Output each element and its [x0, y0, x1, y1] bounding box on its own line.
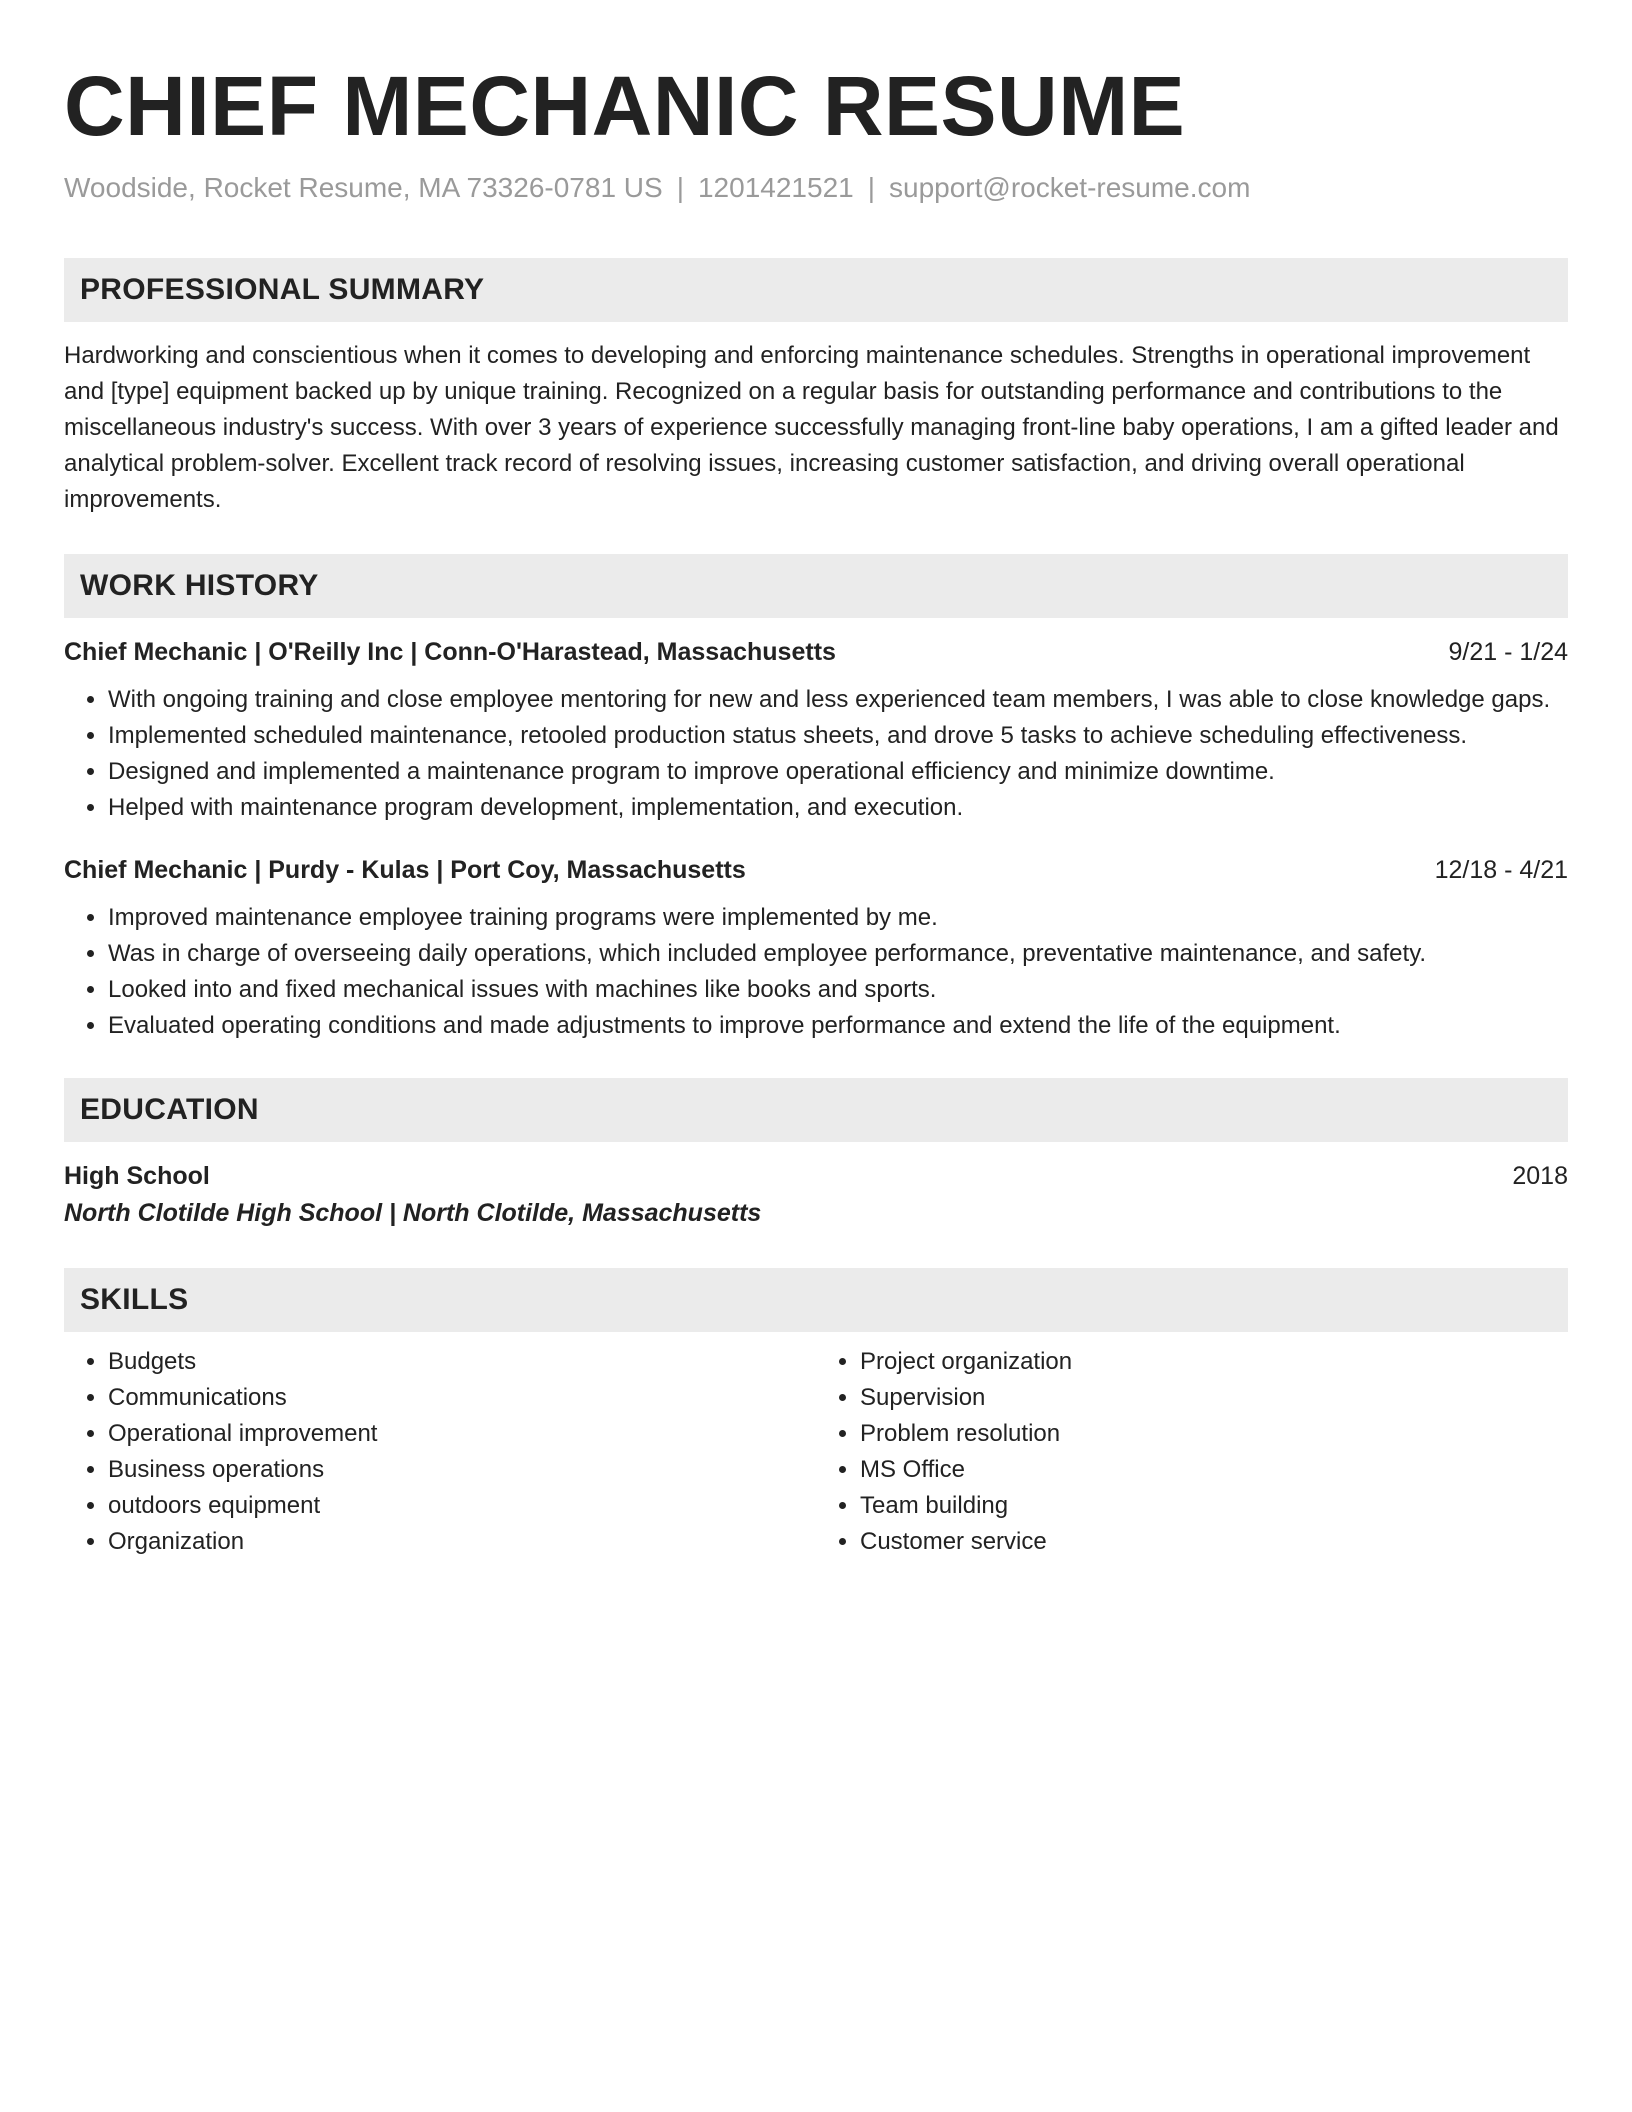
job-bullets — [64, 682, 1568, 826]
education-school: North Clotilde High School | North Clotilde, Massachusetts — [64, 1199, 762, 1227]
education-entry — [64, 1158, 1568, 1232]
contact-separator: | — [676, 172, 684, 203]
job-bullet: • Helped with maintenance program development, implementation, and execution. — [108, 790, 1568, 826]
skills-list-right — [816, 1344, 1568, 1560]
skill-item: • outdoors equipment — [108, 1488, 816, 1524]
section-header-education: EDUCATION — [64, 1078, 1568, 1142]
job-dates: 12/18 - 4/21 — [1434, 856, 1568, 884]
contact-email: support@rocket-resume.com — [889, 172, 1251, 203]
summary-text: Hardworking and conscientious when it comes to developing and enforcing maintenance schedules. Strengths in operational improvement and [type] equipment backed up by unique training. Recognized on a regular basis for outstanding performance and contributions to the miscellaneous industry's success. With over 3 years of experience successfully managing front-line baby operations, I am a gifted leader and analytical problem-solver. Excellent track record of resolving issues, increasing customer satisfaction, and driving overall operational improvements. — [64, 342, 1559, 513]
skill-item: • Supervision — [860, 1380, 1568, 1416]
job-entry — [64, 852, 1568, 1044]
job-bullet: • Evaluated operating conditions and made adjustments to improve performance and extend the life of the equipment. — [108, 1008, 1568, 1044]
skill-item: • Customer service — [860, 1524, 1568, 1560]
job-header — [64, 634, 1568, 670]
section-header-work-history: WORK HISTORY — [64, 554, 1568, 618]
skill-item: • MS Office — [860, 1452, 1568, 1488]
education-year: 2018 — [1512, 1162, 1568, 1190]
skill-item: • Budgets — [108, 1344, 816, 1380]
education-header — [64, 1158, 1568, 1194]
job-bullet: • Was in charge of overseeing daily operations, which included employee performance, preventative maintenance, and safety. — [108, 936, 1568, 972]
job-bullet: • Improved maintenance employee training programs were implemented by me. — [108, 900, 1568, 936]
job-bullet: • Looked into and fixed mechanical issues with machines like books and sports. — [108, 972, 1568, 1008]
contact-phone: 1201421521 — [697, 172, 854, 203]
job-title-line: Chief Mechanic | O'Reilly Inc | Conn-O'Harastead, Massachusetts — [64, 638, 836, 666]
contact-separator: | — [867, 172, 875, 203]
skill-item: • Organization — [108, 1524, 816, 1560]
skills-list-left — [64, 1344, 816, 1560]
contact-line — [64, 170, 1568, 206]
skill-item: • Business operations — [108, 1452, 816, 1488]
job-entry — [64, 634, 1568, 826]
job-bullet: • Designed and implemented a maintenance program to improve operational efficiency and minimize downtime. — [108, 754, 1568, 790]
skill-item: • Communications — [108, 1380, 816, 1416]
job-title-line: Chief Mechanic | Purdy - Kulas | Port Coy, Massachusetts — [64, 856, 746, 884]
job-bullet: • With ongoing training and close employee mentoring for new and less experienced team members, I was able to close knowledge gaps. — [108, 682, 1568, 718]
section-header-skills: SKILLS — [64, 1268, 1568, 1332]
resume-title: CHIEF MECHANIC RESUME — [64, 59, 1186, 153]
job-bullets — [64, 900, 1568, 1044]
skill-item: • Operational improvement — [108, 1416, 816, 1452]
contact-address: Woodside, Rocket Resume, MA 73326-0781 US — [64, 172, 663, 203]
job-header — [64, 852, 1568, 888]
skill-item: • Project organization — [860, 1344, 1568, 1380]
skill-item: • Team building — [860, 1488, 1568, 1524]
skill-item: • Problem resolution — [860, 1416, 1568, 1452]
section-header-summary: PROFESSIONAL SUMMARY — [64, 258, 1568, 322]
job-bullet: • Implemented scheduled maintenance, retooled production status sheets, and drove 5 tasks to achieve scheduling effectiveness. — [108, 718, 1568, 754]
education-degree: High School — [64, 1162, 210, 1190]
job-dates: 9/21 - 1/24 — [1448, 638, 1568, 666]
skills-columns — [64, 1344, 1568, 1560]
